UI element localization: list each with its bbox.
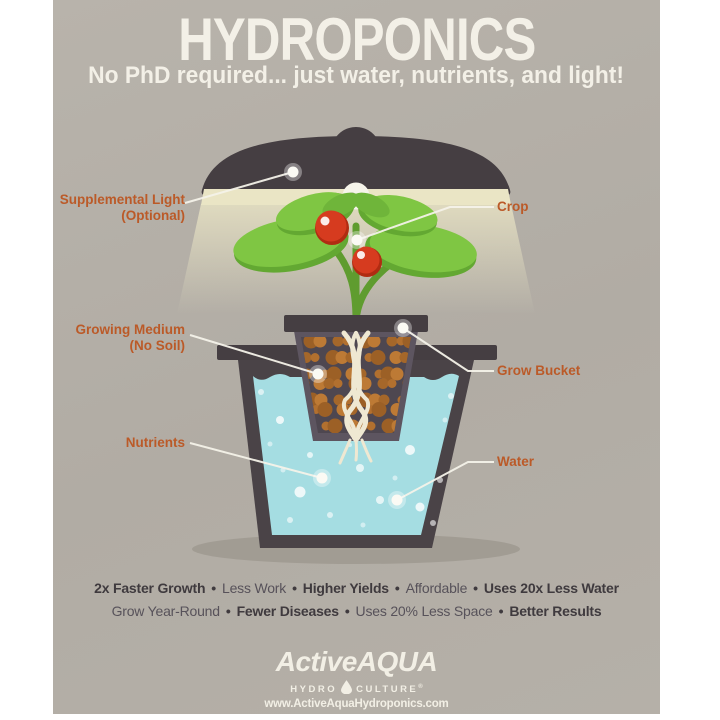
pebble [372, 402, 387, 417]
brand-url: www.ActiveAquaHydroponics.com [264, 698, 449, 710]
droplet-icon [341, 680, 352, 697]
pebble [334, 379, 343, 388]
label-grow-bucket: Grow Bucket [497, 363, 581, 378]
callout-dot-supplemental-light [284, 163, 302, 181]
pebble [388, 379, 397, 388]
label-water: Water [497, 454, 535, 469]
pebble [378, 378, 389, 389]
callout-dot-grow-bucket [394, 319, 412, 337]
page-subtitle: No PhD required... just water, nutrients, and light! [88, 62, 625, 89]
pebble [324, 378, 335, 389]
label-nutrients: Nutrients [125, 435, 185, 450]
pebble [328, 419, 343, 434]
hydroponics-poster [53, 0, 660, 714]
pebble [311, 353, 320, 362]
registered-mark: ® [418, 683, 423, 690]
callout-dot-growing-medium [309, 365, 327, 383]
brand-tagline: HYDRO CULTURE® [53, 680, 660, 697]
benefits-line-2: Grow Year-Round • Fewer Diseases • Uses 20% Less Space • Better Results [111, 603, 602, 619]
page-title: HYDROPONICS [177, 6, 536, 73]
brand-name-script: Active [275, 646, 357, 677]
pebble [318, 402, 333, 417]
pebble [387, 336, 398, 347]
callout-dot-water [388, 491, 406, 509]
callout-dot-nutrients [313, 469, 331, 487]
brand-name-caps: AQUA [356, 646, 438, 677]
pebble [371, 350, 386, 365]
label-crop: Crop [497, 199, 529, 214]
benefits-line-1: 2x Faster Growth • Less Work • Higher Yields • Affordable • Uses 20x Less Water [94, 580, 619, 596]
label-supplemental-light: Supplemental Light (Optional) [59, 192, 185, 223]
pebble [391, 368, 404, 381]
pebble [333, 336, 344, 347]
brand-logo [53, 646, 660, 678]
label-growing-medium: Growing Medium (No Soil) [75, 322, 185, 353]
callout-dot-crop [348, 231, 366, 249]
